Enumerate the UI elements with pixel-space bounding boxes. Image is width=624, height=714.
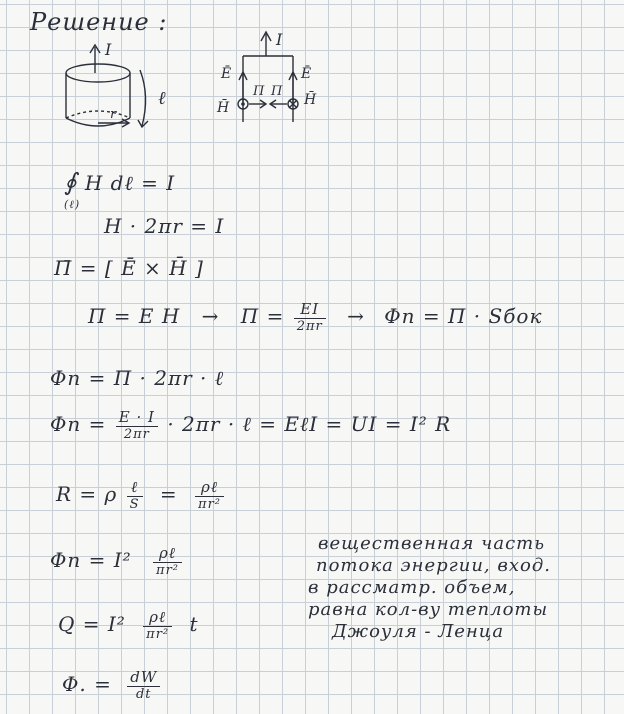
contour-integral-sign: ∮ [64,168,78,196]
e-field-left-label: Ē [221,66,232,82]
time-symbol: t [189,612,199,636]
resistance-left: R = ρ [56,482,118,506]
ampere-integrand: H dℓ = I [84,171,176,195]
fraction-denominator: S [129,497,140,512]
flux-through-side-surface: Φп = Π · Sбок [384,304,543,328]
fraction-numerator: dW [127,668,160,687]
equation-flux-result [50,408,451,443]
equation-flux-derivative [62,668,162,703]
equation-resistance [56,478,226,513]
solution-heading: Решение : [30,8,168,36]
fraction-numerator: ρℓ [143,608,172,627]
fraction-denominator: dt [135,687,152,702]
poynting-product: Π = E H [88,304,181,328]
fraction-l-over-s [127,478,143,513]
implication-arrow: → [347,304,365,328]
fraction-denominator: πr² [198,497,222,512]
note-line: потока энергии, вход. [316,555,551,576]
joule-heat-left: Q = I² [58,612,126,636]
fraction-numerator: ρℓ [195,478,224,497]
poynting-right-label: Π [271,84,283,99]
equation-ampere-law [64,168,175,196]
fraction-rhol-over-pir2 [153,544,182,579]
note-line: равна кол-ву теплоты [308,599,549,620]
fraction-denominator: πr² [156,563,180,578]
cylinder-radius-label: r [110,107,117,122]
h-field-right-label: H̄ [304,92,317,108]
fraction-numerator: EI [294,300,326,319]
equation-flux-resistive [50,544,184,579]
fraction-numerator: ρℓ [153,544,182,563]
poynting-substituted: Π = [240,304,285,328]
flux-chain: · 2πr · ℓ = EℓI = UI = I² R [167,412,452,436]
fraction-numerator: ℓ [127,478,143,497]
note-line: вещественная часть [318,533,546,554]
h-field-left-label: H̄ [217,100,230,116]
fraction-dw-over-dt [127,668,160,703]
flux-left: Φп = [50,412,107,436]
fraction-denominator: 2πr [123,427,150,442]
fraction-denominator: 2πr [296,319,323,334]
equals-sign: = [159,482,178,506]
equation-flux-side: Φп = Π · 2πr · ℓ [50,366,225,390]
equation-joule-heat [58,608,199,643]
fraction-numerator: E · I [116,408,158,427]
integration-contour-label: (ℓ) [64,198,81,211]
equation-poynting-magnitude [88,300,542,335]
fraction-rhol-over-pir2 [143,608,172,643]
cylinder-length-label: ℓ [158,88,166,109]
flux-resistive-left: Φп = I² [50,548,132,572]
fraction-ei-over-2pir [116,408,158,443]
flux-derivative-left: Φ. = [62,672,112,696]
equation-poynting-vector: Π̄ = [ Ē × H̄ ] [54,256,204,280]
fraction-denominator: πr² [146,627,170,642]
cylinder-current-label: I [105,40,112,59]
conclusion-note [308,533,608,643]
implication-arrow: → [201,304,220,328]
section-current-label: I [276,30,283,49]
e-field-right-label: Ē [301,66,312,82]
equation-circulation: H · 2πr = I [104,214,225,238]
poynting-left-label: Π [253,84,265,99]
note-line: Джоуля - Ленца [332,621,505,642]
fraction-ei-over-2pir [294,300,326,335]
section-figure [238,32,298,122]
fraction-rhol-over-pir2 [195,478,224,513]
note-line: в рассматр. объем, [308,577,516,598]
